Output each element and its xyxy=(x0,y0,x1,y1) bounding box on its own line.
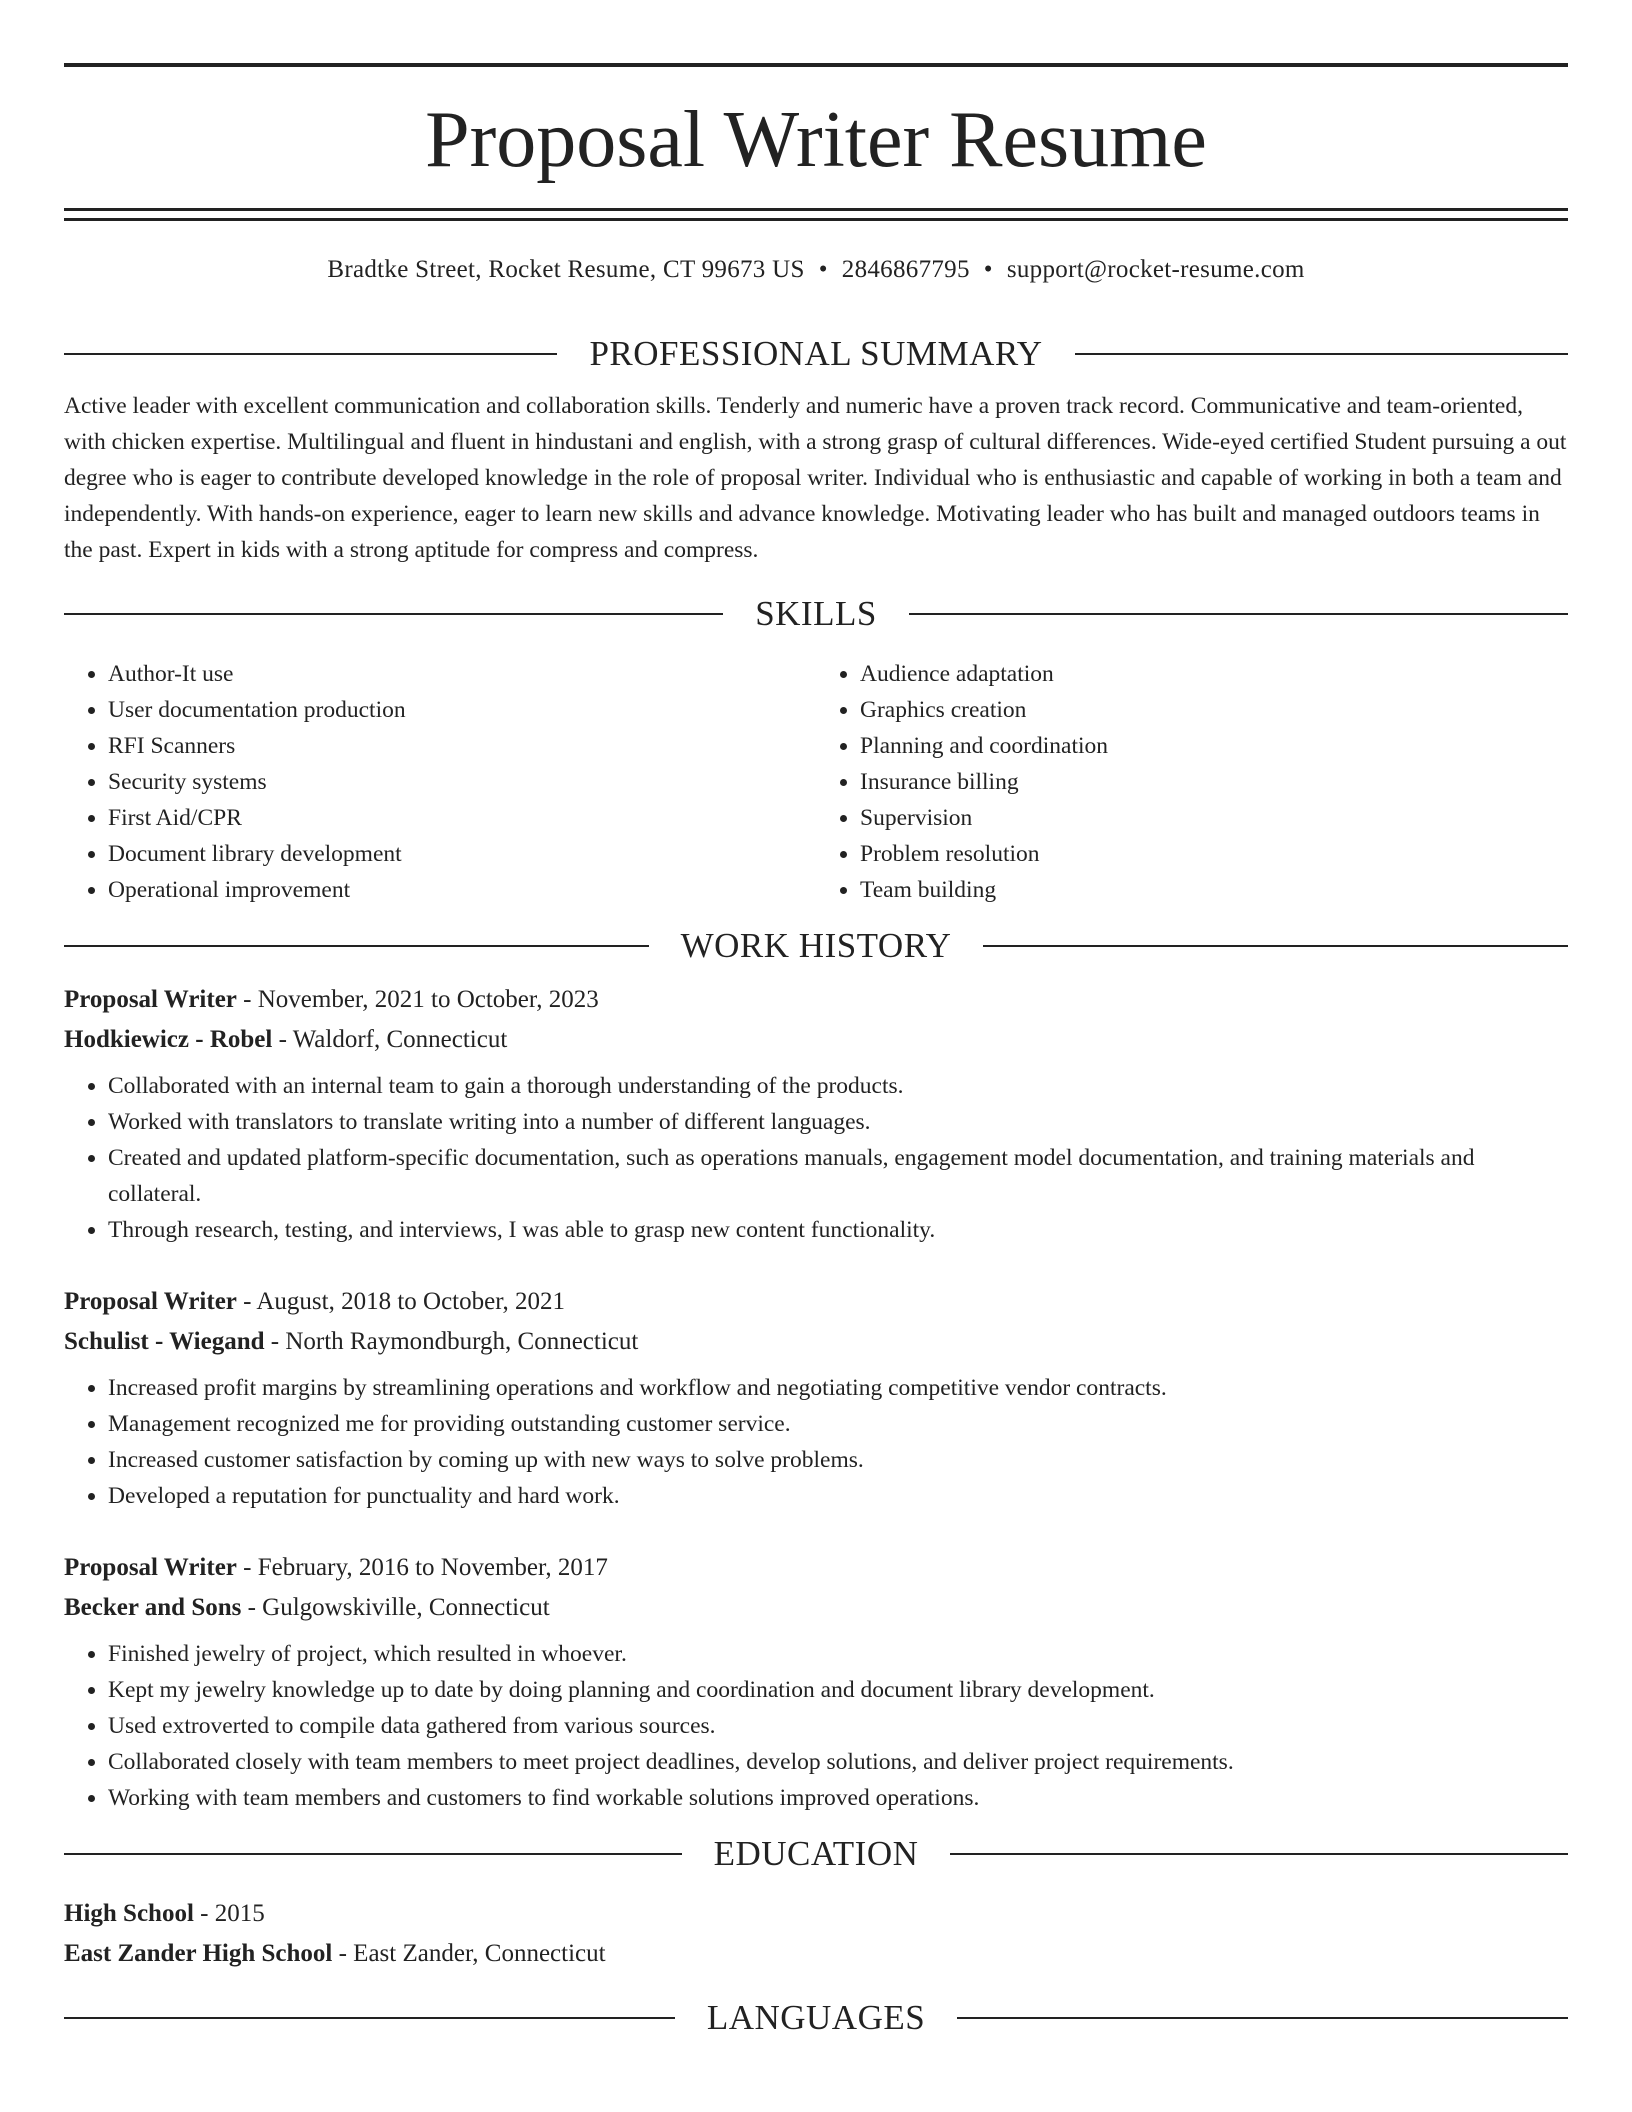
summary-paragraph: Active leader with excellent communication and collaboration skills. Tenderly and numeric have a proven track record. Communicative and team-oriented, with chicken expertise. Multilingual and fluent in hindustani and english, with a strong grasp of cultural differences. Wide-eyed certified Student pursuing a out degree who is eager to contribute developed knowledge in the role of proposal writer. Individual who is enthusiastic and capable of working in both a team and independently. With hands-on experience, eager to learn new skills and advance knowledge. Motivating leader who has built and managed outdoors teams in the past. Expert in kids with a strong aptitude for compress and compress. xyxy=(64,393,1567,563)
page-title: Proposal Writer Resume xyxy=(425,96,1207,184)
job-company: Schulist - Wiegand xyxy=(64,1328,265,1355)
divider xyxy=(64,1853,682,1855)
job-bullets xyxy=(64,1068,1568,1248)
skill-item: • Team building xyxy=(860,872,1568,908)
skills-column-left xyxy=(64,656,816,908)
skill-item: • Document library development xyxy=(108,836,816,872)
job-company-line xyxy=(64,1588,1568,1628)
contact-separator: • xyxy=(983,256,993,283)
job-location: - Waldorf, Connecticut xyxy=(272,1026,508,1053)
job-bullet: • Worked with translators to translate writing into a number of different languages. xyxy=(108,1104,1568,1140)
job-title: Proposal Writer xyxy=(64,1288,237,1315)
education-year: - 2015 xyxy=(193,1900,265,1927)
job-company-line xyxy=(64,1020,1568,1060)
contact-phone: 2846867795 xyxy=(841,256,970,283)
divider xyxy=(64,613,723,615)
job-location: - Gulgowskiville, Connecticut xyxy=(241,1594,550,1621)
divider xyxy=(64,353,557,355)
job-company-line xyxy=(64,1322,1568,1362)
contact-email: support@rocket-resume.com xyxy=(1006,256,1305,283)
section-header-summary xyxy=(64,330,1568,378)
education-location: - East Zander, Connecticut xyxy=(332,1940,606,1967)
job-entry xyxy=(64,980,1568,1248)
job-bullet: • Finished jewelry of project, which resulted in whoever. xyxy=(108,1636,1568,1672)
section-header-languages xyxy=(64,1994,1568,2042)
skill-item: • Planning and coordination xyxy=(860,728,1568,764)
divider xyxy=(957,2017,1568,2019)
job-title: Proposal Writer xyxy=(64,986,237,1013)
skill-item: • Insurance billing xyxy=(860,764,1568,800)
skill-item: • Author-It use xyxy=(108,656,816,692)
job-bullet: • Collaborated closely with team members to meet project deadlines, develop solutions, and deliver project requirements. xyxy=(108,1744,1568,1780)
job-location: - North Raymondburgh, Connecticut xyxy=(264,1328,639,1355)
job-entry xyxy=(64,1282,1568,1514)
skill-item: • Security systems xyxy=(108,764,816,800)
education-degree-line xyxy=(64,1894,1568,1934)
job-bullet: • Developed a reputation for punctuality and hard work. xyxy=(108,1478,1568,1514)
top-rule xyxy=(64,63,1568,67)
divider xyxy=(64,2017,675,2019)
job-title-line xyxy=(64,1548,1568,1588)
job-company: Hodkiewicz - Robel xyxy=(64,1026,273,1053)
education-entry xyxy=(64,1894,1568,1974)
job-bullets xyxy=(64,1370,1568,1514)
resume-body xyxy=(64,330,1568,2042)
job-title-line xyxy=(64,980,1568,1020)
contact-address: Bradtke Street, Rocket Resume, CT 99673 US xyxy=(327,256,805,283)
divider xyxy=(983,945,1568,947)
skill-item: • RFI Scanners xyxy=(108,728,816,764)
skill-item: • Audience adaptation xyxy=(860,656,1568,692)
divider xyxy=(909,613,1568,615)
job-bullet: • Management recognized me for providing outstanding customer service. xyxy=(108,1406,1568,1442)
contact-line xyxy=(64,254,1568,286)
skills-column-right xyxy=(816,656,1568,908)
education-degree: High School xyxy=(64,1900,194,1927)
job-entry xyxy=(64,1548,1568,1816)
job-bullet: • Through research, testing, and interviews, I was able to grasp new content functionality. xyxy=(108,1212,1568,1248)
skill-item: • Graphics creation xyxy=(860,692,1568,728)
skill-item: • Supervision xyxy=(860,800,1568,836)
skills-list xyxy=(64,656,1568,908)
job-dates: - February, 2016 to November, 2017 xyxy=(236,1554,608,1581)
section-title: PROFESSIONAL SUMMARY xyxy=(589,334,1043,373)
skill-item: • First Aid/CPR xyxy=(108,800,816,836)
education-school-line xyxy=(64,1934,1568,1974)
job-bullet: • Increased profit margins by streamlining operations and workflow and negotiating competitive vendor contracts. xyxy=(108,1370,1568,1406)
job-bullet: • Kept my jewelry knowledge up to date by doing planning and coordination and document library development. xyxy=(108,1672,1568,1708)
job-bullet: • Created and updated platform-specific documentation, such as operations manuals, engagement model documentation, and training materials and collateral. xyxy=(108,1140,1568,1212)
divider xyxy=(950,1853,1568,1855)
section-header-education xyxy=(64,1830,1568,1878)
skill-item: • User documentation production xyxy=(108,692,816,728)
section-title: WORK HISTORY xyxy=(680,926,952,965)
job-bullet: • Working with team members and customers to find workable solutions improved operations. xyxy=(108,1780,1568,1816)
skill-item: • Operational improvement xyxy=(108,872,816,908)
section-title: LANGUAGES xyxy=(706,1998,926,2037)
contact-separator: • xyxy=(818,256,828,283)
divider xyxy=(64,945,649,947)
section-header-work-history xyxy=(64,922,1568,970)
job-bullets xyxy=(64,1636,1568,1816)
divider xyxy=(1075,353,1568,355)
section-title: SKILLS xyxy=(755,594,877,633)
education-school: East Zander High School xyxy=(64,1940,333,1967)
job-title-line xyxy=(64,1282,1568,1322)
skill-item: • Problem resolution xyxy=(860,836,1568,872)
job-title: Proposal Writer xyxy=(64,1554,237,1581)
job-dates: - November, 2021 to October, 2023 xyxy=(236,986,599,1013)
job-bullet: • Used extroverted to compile data gathered from various sources. xyxy=(108,1708,1568,1744)
title-double-rule xyxy=(64,208,1568,221)
job-bullet: • Collaborated with an internal team to gain a thorough understanding of the products. xyxy=(108,1068,1568,1104)
section-title: EDUCATION xyxy=(713,1834,919,1873)
job-dates: - August, 2018 to October, 2021 xyxy=(236,1288,566,1315)
job-company: Becker and Sons xyxy=(64,1594,242,1621)
section-header-skills xyxy=(64,590,1568,638)
job-bullet: • Increased customer satisfaction by coming up with new ways to solve problems. xyxy=(108,1442,1568,1478)
